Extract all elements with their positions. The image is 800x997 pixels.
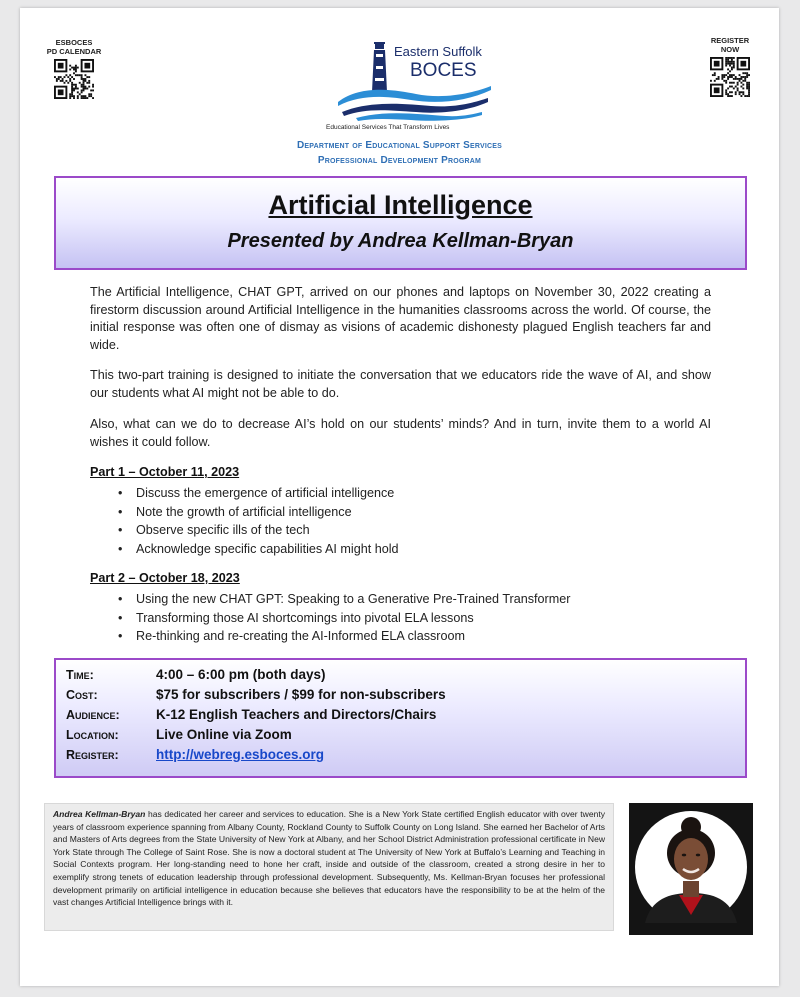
qr-code-icon[interactable] bbox=[710, 57, 750, 97]
qr-register-label-2: NOW bbox=[720, 45, 740, 54]
bullet-icon: • bbox=[118, 592, 123, 606]
presenter-subtitle: Presented by Andrea Kellman-Bryan bbox=[227, 230, 574, 252]
list-item bbox=[118, 609, 570, 628]
time-row bbox=[66, 667, 326, 682]
part-2-heading: Part 2 – October 18, 2023 bbox=[90, 571, 240, 585]
portrait-image bbox=[629, 803, 753, 935]
qr-register[interactable] bbox=[700, 36, 760, 99]
qr-calendar[interactable] bbox=[44, 38, 104, 101]
part-1-heading: Part 1 – October 11, 2023 bbox=[90, 465, 240, 479]
audience-value: K-12 English Teachers and Directors/Chairs bbox=[156, 707, 437, 722]
list-item-text: Observe specific ills of the tech bbox=[136, 523, 310, 537]
logo-line-1: Eastern Suffolk bbox=[394, 44, 482, 59]
list-item-text: Using the new CHAT GPT: Speaking to a Generative Pre-Trained Transformer bbox=[136, 592, 571, 606]
list-item bbox=[118, 540, 399, 559]
cost-row bbox=[66, 687, 446, 702]
department-name: Department of Educational Support Services bbox=[296, 140, 503, 151]
list-item-text: Acknowledge specific capabilities AI might hold bbox=[136, 541, 399, 556]
bullet-icon: • bbox=[118, 541, 123, 556]
list-item bbox=[118, 484, 399, 503]
intro-paragraph-1: The Artificial Intelligence, CHAT GPT, arrived on our phones and laptops on November 30, 2022 creating a firestorm discussion around Artificial Intelligence in the humanities classrooms across the world. Of course, the initial response was often one of dismay as visions of academic dishonesty plagued English teachers far and wide. bbox=[90, 285, 711, 352]
part-1-list bbox=[118, 484, 399, 558]
list-item-text: Transforming those AI shortcomings into pivotal ELA lessons bbox=[136, 610, 474, 625]
cost-value: $75 for subscribers / $99 for non-subscribers bbox=[156, 687, 446, 702]
register-link[interactable]: http://webreg.esboces.org bbox=[156, 747, 325, 762]
bullet-icon: • bbox=[118, 523, 123, 537]
logo-tagline: Educational Services That Transform Lives bbox=[326, 124, 450, 131]
qr-register-label-1: REGISTER bbox=[710, 36, 750, 45]
list-item bbox=[118, 521, 399, 540]
event-details-box bbox=[54, 658, 747, 778]
intro-paragraph-3: Also, what can we do to decrease AI’s hold on our students’ minds? And in turn, invite them to a world AI wishes it could follow. bbox=[90, 417, 711, 449]
logo-line-2: BOCES bbox=[410, 60, 477, 81]
location-value: Live Online via Zoom bbox=[156, 727, 292, 742]
bio-text: has dedicated her career and services to education. She is a New York State certified English educator with over twenty years of classroom experience spanning from Albany County, Rockland County to Suffolk County on Long Island. She earned her Bachelor of Arts and Masters of Arts degrees from the State University of New York at Albany, and her School District Administration professional certificate in New York State through The College of Saint Rose. She is now a doctoral student at The University of New York at Buffalo’s Learning and Teaching in Social Contexts program. Her long-standing need to hone her craft, inside and outside of the classroom, created a strong desire in her to exemplify strong tenets of education leadership through professional development. Subsequently, Ms. Kellman-Bryan focuses her professional development primarily on artificial intelligence in education because she believes that educators have the responsibility to be at the helm of the vast changes Artificial Intelligence brings with it. bbox=[53, 809, 605, 908]
list-item-text: Re-thinking and re-creating the AI-Informed ELA classroom bbox=[136, 629, 465, 643]
presenter-portrait bbox=[629, 803, 753, 935]
program-name: Professional Development Program bbox=[317, 155, 482, 166]
bullet-icon: • bbox=[118, 504, 123, 519]
location-row bbox=[66, 727, 292, 742]
list-item bbox=[118, 627, 570, 646]
boces-logo bbox=[316, 30, 496, 142]
location-label: Location: bbox=[66, 728, 119, 742]
cost-label: Cost: bbox=[66, 688, 98, 702]
qr-calendar-label-1: ESBOCES bbox=[55, 38, 93, 47]
register-row bbox=[66, 747, 324, 762]
audience-label: Audience: bbox=[66, 708, 120, 722]
time-value: 4:00 – 6:00 pm (both days) bbox=[156, 667, 326, 682]
qr-calendar-label-2: PD CALENDAR bbox=[46, 47, 102, 56]
audience-row bbox=[66, 707, 436, 722]
presenter-bio bbox=[44, 803, 614, 931]
list-item bbox=[118, 503, 399, 522]
intro-paragraph-2: This two-part training is designed to initiate the conversation that we educators ride the wave of AI, and show our students what AI might not be able to do. bbox=[90, 368, 711, 400]
bio-name: Andrea Kellman-Bryan bbox=[53, 809, 146, 819]
list-item-text: Note the growth of artificial intelligence bbox=[136, 504, 352, 519]
bullet-icon: • bbox=[118, 629, 123, 643]
time-label: Time: bbox=[66, 668, 94, 682]
register-label: Register: bbox=[66, 748, 119, 762]
title-banner bbox=[54, 176, 747, 270]
qr-code-icon[interactable] bbox=[54, 59, 94, 99]
list-item-text: Discuss the emergence of artificial intelligence bbox=[136, 486, 395, 500]
list-item bbox=[118, 590, 571, 609]
bullet-icon: • bbox=[118, 610, 123, 625]
page-title: Artificial Intelligence bbox=[268, 190, 533, 220]
part-2-list bbox=[118, 590, 571, 646]
bullet-icon: • bbox=[118, 486, 123, 500]
flyer-page bbox=[20, 8, 779, 986]
